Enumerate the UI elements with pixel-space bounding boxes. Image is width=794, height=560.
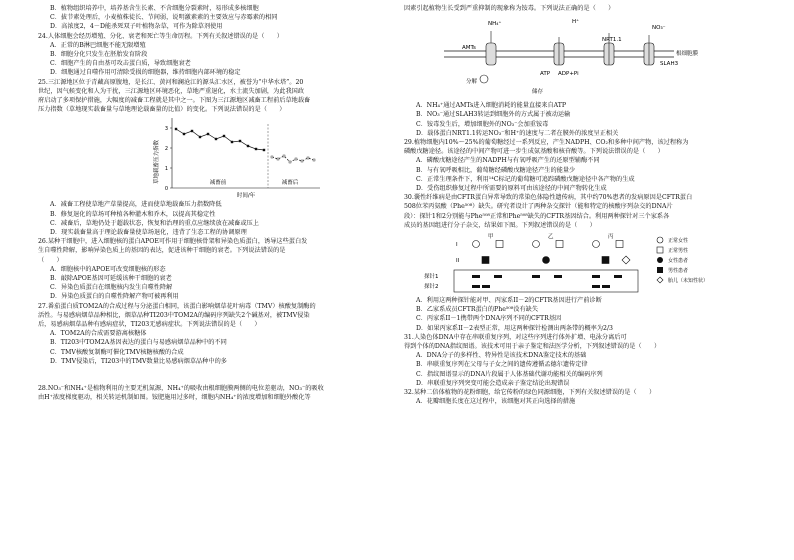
q25-point: [289, 161, 291, 163]
q28-option-c: C．铵毒发生后，增加细胞外的NO₃⁻会加重铵毒: [416, 120, 549, 128]
legend-normal-female: 正常女性: [668, 238, 689, 245]
q32-option-a: A．花瓣细胞长度在这过程中，该细胞对其正向选择的措施: [416, 398, 576, 406]
q25-point: [277, 158, 279, 160]
jia-I2: [496, 241, 503, 248]
label-slah3: SLAH3: [660, 61, 679, 68]
q25-point: [307, 157, 309, 159]
band-p2-1: [472, 285, 480, 288]
gen-II: II: [456, 258, 460, 265]
q23-option-d: D．高浓度2，4－D能杀死双子叶植物杂草，可作为除草剂使用: [50, 23, 223, 31]
label-store: 储存: [532, 89, 544, 96]
band-p2-3: [592, 285, 600, 288]
left-column: [38, 4, 390, 403]
label-membrane: 根细胞膜: [676, 51, 699, 58]
q27-option-b: B．TI203中TOM2A基因表达的蛋白与易感病烟草品种中的不同: [50, 339, 227, 347]
band-p1-2: [494, 275, 502, 278]
yi-I2: [556, 241, 563, 248]
q25-xlabel: 时间/年: [236, 193, 256, 200]
q25-chart-svg: [38, 114, 390, 200]
q25-point: [255, 148, 257, 150]
q24-option-b: B．细胞分化只发生在胚胎发育阶段: [50, 51, 148, 59]
q26-option-c: C．异染色质蛋白在细胞核内发生自噬性降解: [50, 284, 173, 292]
bing-II2-fetus: [622, 256, 630, 264]
q27-option-d: D．TMV侵染后，TI203中的TMV数量比易感病烟草品种中的多: [50, 357, 227, 365]
q24-stem: 24.人体细胞会经历增殖、分化、衰老和死亡等生命历程。下列有关叙述错误的是（ ）: [38, 32, 283, 40]
q25-series-line-1: [176, 129, 264, 150]
q26-stem-3: （ ）: [38, 256, 63, 264]
q31-option-a: A．DNA分子的多样性、特异性是该技术DNA鉴定技术的基础: [416, 352, 587, 360]
q25-ytick-label: 1: [164, 166, 168, 173]
q29-option-c: C．正常生理条件下，利用¹⁴C标记的葡萄糖可追踪磷酸戊糖途径中各产物的生成: [416, 175, 635, 183]
family-yi: 乙: [548, 234, 554, 241]
legend-normal-female-icon: [657, 237, 663, 243]
legend-male-patient: 男性患者: [668, 268, 689, 275]
q25-region-after: 减畜后: [281, 180, 299, 187]
q25-point: [207, 133, 209, 135]
q28-option-d: D．载体蛋白NRT1.1转运NO₃⁻和H⁺的速度与二者在膜外的浓度呈正相关: [416, 129, 619, 137]
q29-stem-2: 磷酸戊糖途径。该途径的中间产物可进一步生成氨基酸和核苷酸等。下列说法错误的是（ ）: [404, 148, 664, 156]
q25-option-b: B．修复退化的草场可种植各种灌木和乔木，以提高其稳定性: [50, 210, 216, 218]
q25-point: [175, 128, 177, 130]
label-adp: ADP+Pi: [558, 71, 579, 78]
q28-option-b: B．NO₃⁻通过SLAH3转运到细胞外的方式属于被动运输: [416, 111, 571, 119]
q25-stem-3: 府启动了多项保护措施，大幅度的减畜工程就是其中之一。下图为三江源地区减畜工程前后草地载畜: [38, 97, 311, 105]
q26-option-a: A．细胞核中的APOE可改变细胞核的形态: [50, 265, 166, 273]
label-nh4-out: NH₄⁺: [488, 21, 502, 28]
q25-ylabel: 草地载畜压力指数: [154, 140, 160, 185]
q23-option-b: B．植物组织培养中，培养基含生长素、不含细胞分裂素时，易形成多核细胞: [50, 5, 259, 12]
jia-I1: [473, 241, 480, 248]
amts-transporter: [486, 43, 496, 65]
q25-point: [239, 140, 241, 142]
q26-option-b: B．敲除APOE基因可延缓该种干细胞的衰老: [50, 275, 172, 283]
q30-stem-4: 成员的基因组进行分子杂交，结果如下图。下列叙述错误的是（ ）: [404, 221, 596, 229]
band-p2-2: [482, 285, 490, 288]
q25-option-a: A．减畜工程使草地产草量提高，进而使草地载畜压力指数降低: [50, 201, 222, 209]
yi-I1: [533, 241, 540, 248]
q27-option-a: A．TOM2A的合成需要游离核糖体: [50, 330, 147, 338]
band-p2-4: [602, 285, 610, 288]
q30-option-b: B．乙家系成员CFTR蛋白的Phe⁵⁰⁸没有缺失: [416, 306, 539, 314]
band-p1-5: [592, 275, 600, 278]
q25-point: [263, 149, 265, 151]
q31-option-b: B．串联重复序列在父母与子女之间的遗传遵循孟德尔遗传定律: [416, 361, 588, 369]
q25-point: [313, 159, 315, 161]
label-amts: AMTs: [462, 45, 476, 52]
q25-point: [295, 158, 297, 160]
family-bing: 丙: [608, 234, 614, 241]
q30-option-c: C．丙家系II－1携带两个DNA序列不同的CFTR基因: [416, 315, 562, 323]
label-atp: ATP: [540, 71, 551, 78]
q25-point: [199, 136, 201, 138]
q24-option-a: A．正常的B淋巴细胞不能无限增殖: [50, 41, 146, 49]
q30-stem-1: 30.囊性纤维病是由CFTR蛋白异常导致的常染色体隐性遗传病，其中约70%患者的发病原因是CFTR蛋白: [404, 194, 693, 202]
right-column: [404, 4, 756, 406]
q26-option-d: D．异染色质蛋白的自噬性降解产物可被再利用: [50, 293, 179, 301]
band-p1-3: [532, 275, 540, 278]
legend-male-patient-icon: [657, 267, 663, 273]
q25-point: [183, 133, 185, 135]
q31-option-d: D．串联重复序列突变可能会造成亲子鉴定结论出现错误: [416, 379, 570, 387]
q25-ytick-label: 3: [164, 126, 168, 133]
q30-option-d: D．如果丙家系II－2表型正常，用这两种探针检测出两条带的概率为2/3: [416, 324, 613, 332]
q29-option-a: A．磷酸戊糖途径产生的NADPH与有氧呼吸产生的还原型辅酶不同: [416, 157, 600, 165]
q25-point: [271, 156, 273, 158]
q30-pedigree-svg: [404, 230, 756, 296]
bing-II1: [602, 257, 609, 264]
yi-II1: [543, 257, 550, 264]
q24-option-d: D．细胞通过自噬作用可清除受损的细胞器，维持细胞内部环境的稳定: [50, 69, 241, 77]
q25-option-d: D．现实载畜量高于理论载畜量使草场退化，违背了生态工程的协调原理: [50, 229, 247, 237]
q26-stem-2: 生自噬性降解，影响异染色质上的基因的表达，促进该种干细胞的衰老。下列说法错误的是: [38, 247, 286, 255]
legend-fetus: 胎儿（未知性状）: [668, 278, 709, 285]
q31-stem-2: 得到个体的DNA指纹图谱。该技术可用于亲子鉴定和法医学分析，下列叙述错误的是（ ）: [404, 343, 661, 351]
q30-option-a: A．利用这两种探针能对甲、丙家系II－2的CFTR基因进行产前诊断: [416, 297, 602, 305]
q27-stem-2: 活性。与易感病烟草品种相比，烟草品种TI203中TOM2A的编码序列缺失2个碱基对，被TMV侵染: [38, 311, 310, 319]
q30-stem-2: 508位苯丙氨酸（Phe⁵⁰⁸）缺失。研究者设计了两种杂交探针（能和特定的核酸序列杂交的DNA片: [404, 203, 673, 211]
q23-option-c: C．拔节素处理后，小麦植株徒长、节间弱，说明激素素的主要效应与赤霉素的相同: [50, 14, 278, 22]
q25-point: [191, 130, 193, 132]
q25-chart: [38, 114, 390, 200]
q24-option-c: C．细胞产生的自由基可攻击蛋白质，导致细胞衰老: [50, 60, 191, 68]
legend-female-patient-icon: [657, 257, 663, 263]
q28-stem-3: 因素引起植物生长受到严重抑制的现象称为铵毒。下列说法正确的是（ ）: [404, 5, 615, 12]
gen-I: I: [456, 242, 458, 249]
label-nrt11: NRT1.1: [602, 37, 622, 44]
probe-2-label: 探针2: [424, 284, 439, 291]
band-p1-6: [614, 275, 622, 278]
q28-stem-2: 由H⁺浓度梯度驱动，相关转运机制如图。铵肥施用过多时，细胞内NH₄⁺的浓度增加和细胞外酸化等: [38, 394, 311, 402]
q25-point: [283, 155, 285, 157]
q27-option-c: C．TMV核酸复制酶可催化TMV核糖核酸的合成: [50, 348, 184, 356]
bing-I2: [616, 241, 623, 248]
q25-stem-1: 25.三江源地区位于青藏高原腹地，是长江、黄河和澜沧江的源头汇水区，被誉为“中华水塔”。20: [38, 78, 304, 86]
q25-ytick-label: 2: [164, 146, 168, 153]
q27-stem-1: 27.番茄蛋白质TOM2A的合成过程与分泌蛋白相同，该蛋白影响烟草花叶病毒（TMV）核酸复制酶的: [38, 302, 316, 310]
q25-stem-4: 压力指数（草地现实载畜量与草地理论载畜量的比值）的变化。下列说法错误的是（ ）: [38, 106, 286, 114]
q25-point: [223, 135, 225, 137]
q25-point: [301, 160, 303, 162]
q28-diagram-svg: [404, 13, 756, 101]
q29-stem-1: 29.植物细胞内10%～25%的葡萄糖经过一系列反应，产生NADPH、CO₂和多种中间产物，该过程称为: [404, 139, 689, 147]
q25-region-before: 减畜前: [209, 180, 227, 187]
q25-point: [231, 141, 233, 143]
q30-pedigree-figure: [404, 230, 756, 296]
q29-option-d: D．受伤组织修复过程中所需要的原料可由该途径的中间产物转化生成: [416, 185, 607, 193]
q28-stem-1: 28.NO₃⁻和NH₄⁺是植物利用的主要无机氮源，NH₄⁺的吸收由根细胞膜两侧的电位差驱动，NO₃⁻的吸收: [38, 385, 324, 393]
label-h-out: H⁺: [572, 19, 580, 26]
legend-fetus-icon: [657, 277, 663, 283]
label-decompose: 分解: [466, 79, 478, 86]
band-p1-1: [472, 275, 480, 278]
q30-stem-3: 段）：探针1和2分别能与Phe⁵⁰⁸正常和Phe⁵⁰⁸缺失的CFTR基因结合。利用两种探针对三个家系各: [404, 212, 670, 220]
q25-point: [247, 145, 249, 147]
hybridization-box: [454, 270, 638, 292]
legend-normal-male: 正常男性: [668, 248, 689, 255]
q31-stem-1: 31.人染色体DNA中存在串联重复序列，对这些序列进行体外扩增、电泳分离后可: [404, 333, 627, 341]
q26-stem-1: 26.某种干细胞中，进入细胞核的蛋白APOE可作用于细胞核骨架和异染色质蛋白，诱导这些蛋白发: [38, 238, 308, 246]
q29-option-b: B．与有氧呼吸相比，葡萄糖经磷酸戊糖途径产生的能量少: [416, 166, 576, 174]
q32-stem: 32.某种二倍体植物的花粉细胞，给它传粉的绿色同源细胞，下列有关叙述错误的是（ ）: [404, 389, 656, 397]
q27-stem-3: 后，易感病烟草品种有感病症状，TI203无感病症状。下列说法错误的是（ ）: [38, 321, 261, 329]
q25-point: [215, 138, 217, 140]
legend-female-patient: 女性患者: [668, 258, 689, 265]
q31-option-c: C．指纹图谱显示的DNA片段属于人体基础代谢功能相关的编码序列: [416, 370, 603, 378]
q28-option-a: A．NH₄⁺通过AMTs进入细胞消耗的能量直接来自ATP: [416, 102, 567, 110]
q25-stem-2: 世纪，因气候变化和人为干扰，三江源地区环境恶化，草地严重退化，水土流失加剧，为此我国政: [38, 87, 305, 95]
legend-normal-male-icon: [657, 247, 663, 253]
ammonium-pool-icon: [480, 75, 488, 83]
label-no3-out: NO₃⁻: [652, 25, 666, 32]
bing-I1: [593, 241, 600, 248]
probe-1-label: 探针1: [424, 274, 439, 281]
jia-II1: [482, 257, 489, 264]
q25-ytick-label: 0: [164, 186, 168, 193]
q25-option-c: C．减畜后，草地仍处于超载状态，恢复和治理的重点应继续放在减畜或压上: [50, 219, 259, 227]
band-p1-4: [554, 275, 562, 278]
q28-transport-diagram: [404, 13, 756, 101]
family-jia: 甲: [488, 234, 494, 241]
